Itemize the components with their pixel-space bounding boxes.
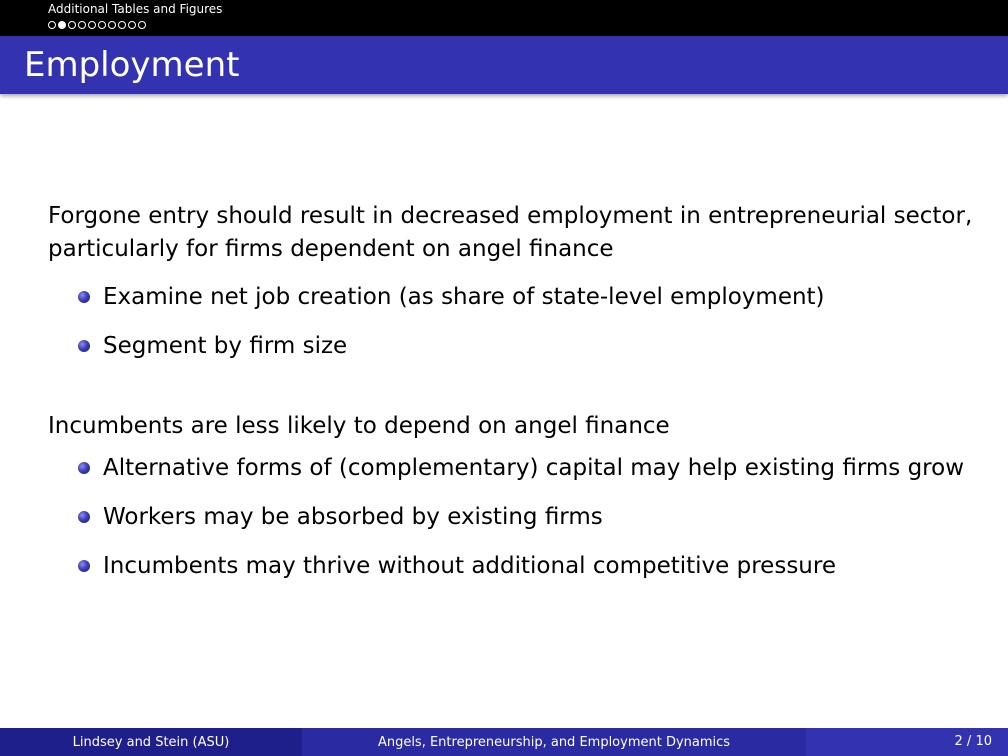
- footer-bar: [0, 728, 1008, 756]
- bullet-ball-icon: [78, 462, 90, 474]
- bullet-item: [103, 330, 978, 363]
- footer-talk-title: Angels, Entrepreneurship, and Employment Dynamics: [302, 728, 806, 756]
- frame-dot-3[interactable]: [68, 21, 76, 29]
- bullet-item: [103, 550, 978, 583]
- bullet-text: Segment by firm size: [103, 333, 348, 359]
- frame-dot-4[interactable]: [78, 21, 86, 29]
- paragraph-incumbents: Incumbents are less likely to depend on angel finance: [48, 413, 670, 439]
- bullet-item: [103, 452, 978, 485]
- page-number: 2 / 10: [954, 734, 992, 749]
- frame-dot-7[interactable]: [108, 21, 116, 29]
- frame-title-bar: [0, 36, 1008, 94]
- paragraph-forgone-entry: Forgone entry should result in decreased employment in entrepreneurial sector, particularly for firms dependent on angel finance: [48, 203, 973, 262]
- frame-dot-8[interactable]: [118, 21, 126, 29]
- section-title[interactable]: Additional Tables and Figures: [48, 2, 223, 16]
- frame-title: Employment: [24, 45, 240, 85]
- frame-dot-9[interactable]: [128, 21, 136, 29]
- bullet-ball-icon: [78, 511, 90, 523]
- bullet-ball-icon: [78, 291, 90, 303]
- bullet-ball-icon: [78, 340, 90, 352]
- navigation-bar: [0, 0, 1008, 36]
- bullet-list-incumbents: [48, 452, 978, 583]
- frame-navigation-dots: [48, 21, 146, 29]
- bullet-item: [103, 281, 978, 314]
- bullet-text: Examine net job creation (as share of state-level employment): [103, 284, 825, 310]
- bullet-text: Workers may be absorbed by existing firms: [103, 504, 603, 530]
- frame-dot-10[interactable]: [138, 21, 146, 29]
- footer-page-box: [806, 728, 1008, 756]
- bullet-item: [103, 501, 978, 534]
- bullet-text: Alternative forms of (complementary) capital may help existing firms grow: [103, 455, 965, 481]
- footer-authors: Lindsey and Stein (ASU): [0, 728, 302, 756]
- slide-body: [48, 200, 978, 583]
- frame-dot-5[interactable]: [88, 21, 96, 29]
- bullet-ball-icon: [78, 560, 90, 572]
- content-group-incumbents: [48, 410, 978, 583]
- bullet-text: Incumbents may thrive without additional competitive pressure: [103, 553, 836, 579]
- content-group-entry: [48, 200, 978, 363]
- bullet-list-entry: [48, 281, 978, 363]
- frame-dot-6[interactable]: [98, 21, 106, 29]
- frame-dot-current[interactable]: [58, 21, 66, 29]
- frame-dot-1[interactable]: [48, 21, 56, 29]
